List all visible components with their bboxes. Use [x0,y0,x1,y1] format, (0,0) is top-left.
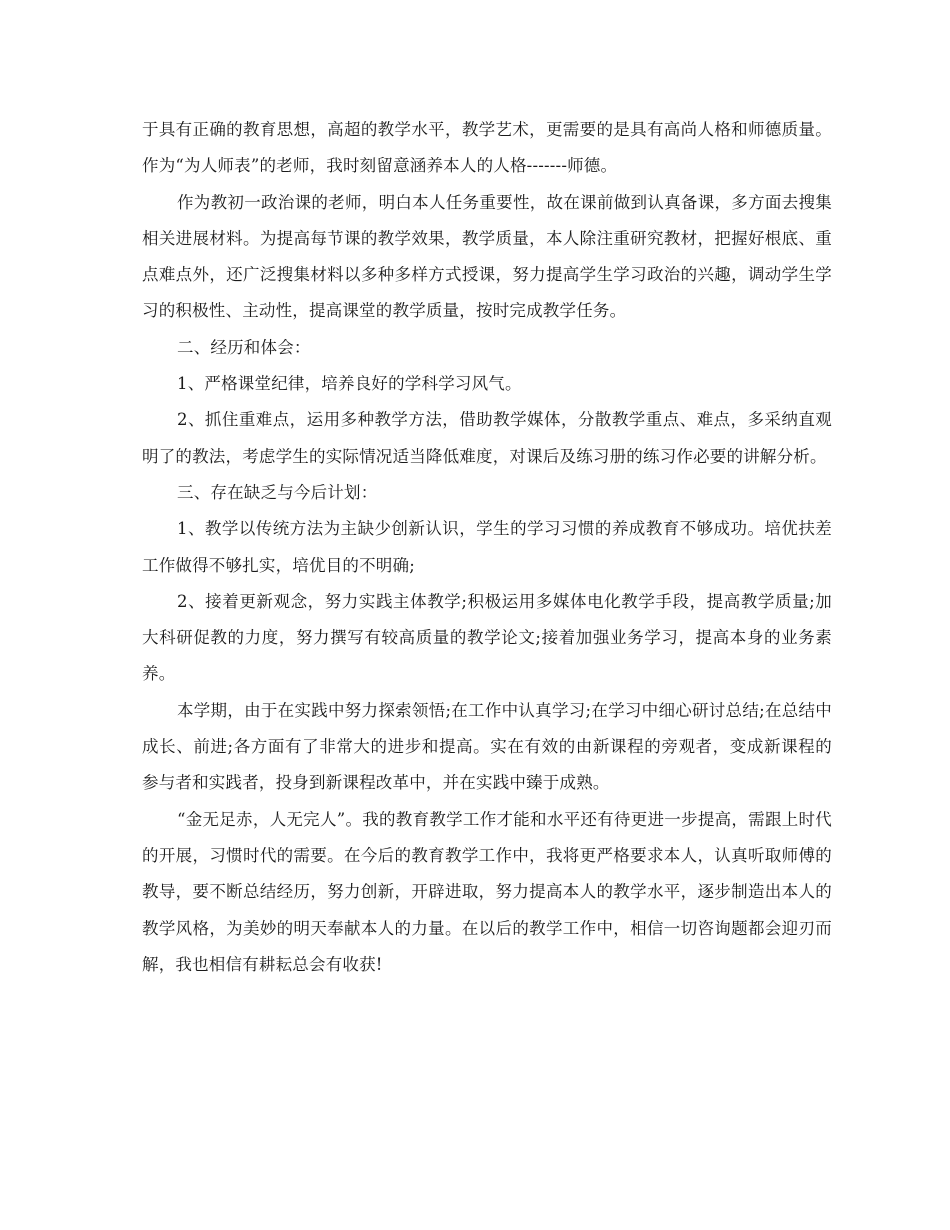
paragraph-preparation: 作为教初一政治课的老师，明白本人任务重要性，故在课前做到认真备课，多方面去搜集相关进展材料。为提高每节课的教学效果，教学质量，本人除注重研究教材，把握好根底、重点难点外，还广泛搜集材料以多种多样方式授课，努力提高学生学习政治的兴趣，调动学生学习的积极性、主动性，提高课堂的教学质量，按时完成教学任务。 [142,192,832,321]
document-body [142,112,832,983]
section-heading-experience: 二、经历和体会： [177,337,311,357]
paragraph-conclusion: “金无足赤，人无完人”。我的教育教学工作才能和水平还有待更进一步提高，需跟上时代的开展，习惯时代的需要。在今后的教育教学工作中，我将更严格要求本人，认真听取师傅的教导，要不断总结经历，努力创新，开辟进取，努力提高本人的教学水平，逐步制造出本人的教学风格，为美妙的明天奉献本人的力量。在以后的教学工作中，相信一切咨询题都会迎刃而解，我也相信有耕耘总会有收获! [142,809,832,974]
list-item-new-concepts: 2、接着更新观念，努力实践主体教学;积极运用多媒体电化教学手段，提高教学质量;加大科研促教的力度，努力撰写有较高质量的教学论文;接着加强业务学习，提高本身的业务素养。 [142,591,832,684]
paragraph-semester-summary: 本学期，由于在实践中努力探索领悟;在工作中认真学习;在学习中细心研讨总结;在总结中成长、前进;各方面有了非常大的进步和提高。实在有效的由新课程的旁观者，变成新课程的参与者和实践者，投身到新课程改革中，并在实践中臻于成熟。 [142,700,832,793]
list-item-traditional-methods: 1、教学以传统方法为主缺少创新认识，学生的学习习惯的养成教育不够成功。培优扶差工作做得不够扎实，培优目的不明确; [142,519,832,575]
paragraph-continuation: 于具有正确的教育思想，高超的教学水平，教学艺术，更需要的是具有高尚人格和师德质量。作为“为人师表”的老师，我时刻留意涵养本人的人格-------师德。 [142,120,832,176]
list-item-key-points: 2、抓住重难点，运用多种教学方法，借助教学媒体，分散教学重点、难点，多采纳直观明了的教法，考虑学生的实际情况适当降低难度，对课后及练习册的练习作必要的讲解分析。 [142,410,832,466]
list-item-discipline: 1、严格课堂纪律，培养良好的学科学习风气。 [177,374,522,394]
section-heading-shortcomings: 三、存在缺乏与今后计划： [177,482,378,502]
